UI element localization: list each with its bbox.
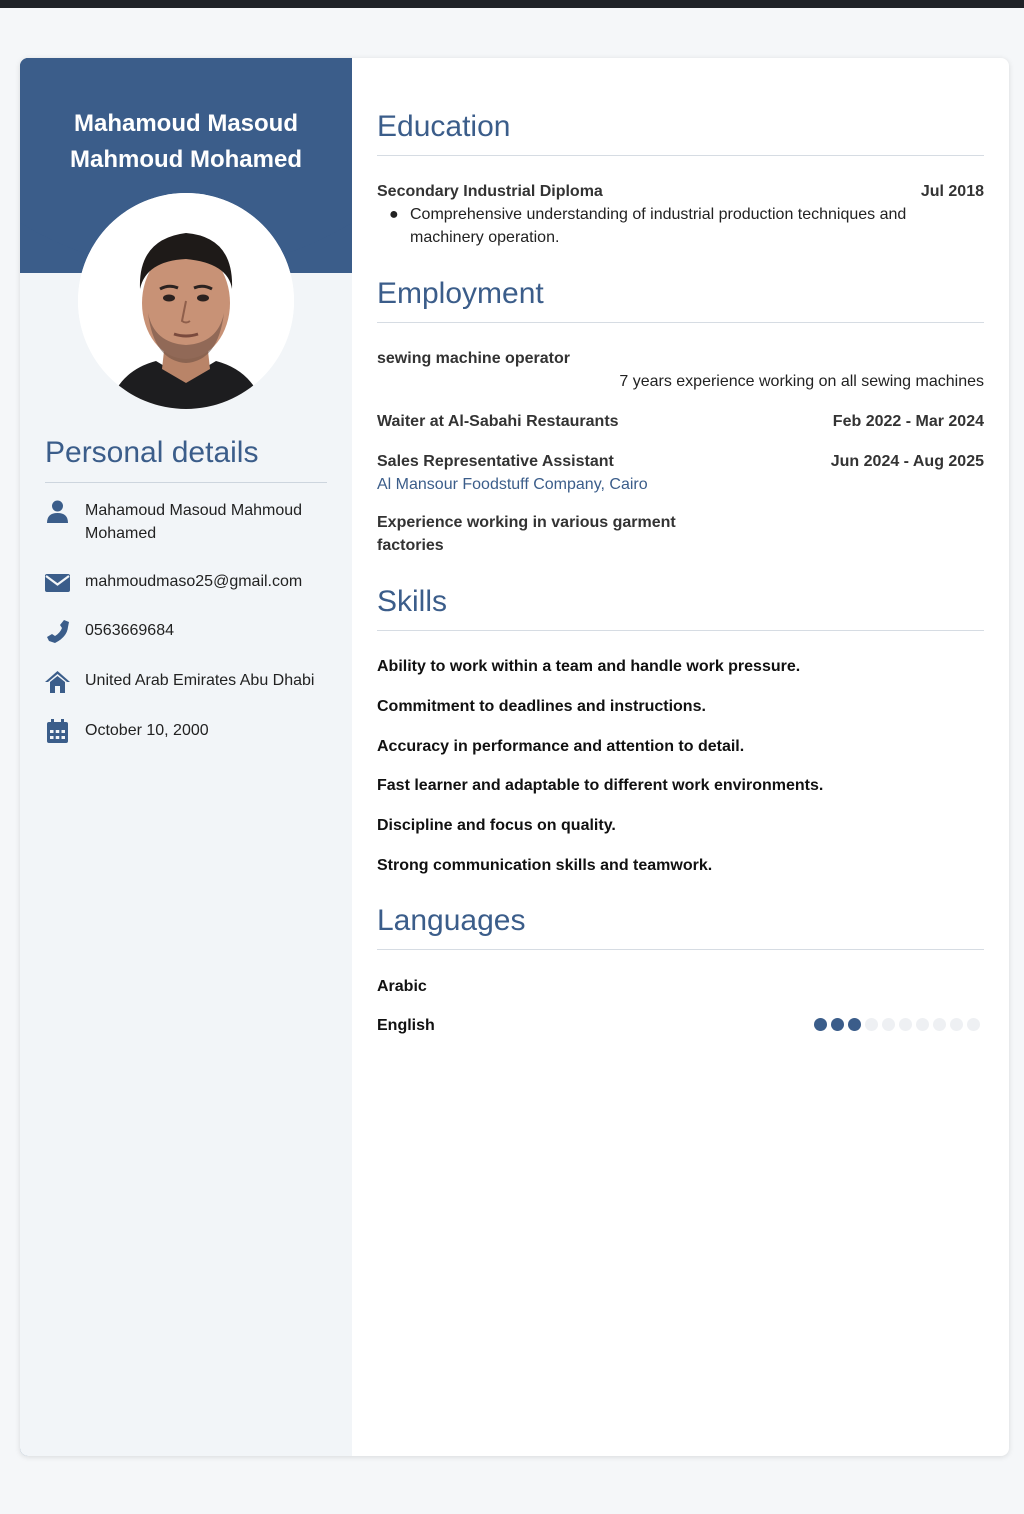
- profile-photo: [78, 193, 294, 409]
- rating-dot-empty: [933, 1018, 946, 1031]
- skill-item: Discipline and focus on quality.: [377, 817, 616, 834]
- employment-role: sewing machine operator: [377, 350, 570, 367]
- resume-page: [20, 58, 1009, 1456]
- employment-role: Sales Representative Assistant: [377, 453, 614, 470]
- education-item: [377, 180, 984, 249]
- education-date: Jul 2018: [920, 183, 984, 200]
- employment-item: [377, 450, 984, 496]
- education-title: Education: [377, 110, 511, 143]
- language-item: [377, 975, 984, 998]
- divider: [377, 949, 984, 950]
- employment-description: 7 years experience working on all sewing machines: [619, 373, 984, 390]
- detail-phone-text: 0563669684: [85, 622, 174, 639]
- skill-item: Accuracy in performance and attention to detail.: [377, 738, 745, 755]
- calendar-icon: [45, 719, 70, 744]
- employment-role: Experience working in various garment factories: [377, 514, 676, 554]
- rating-dot-empty: [899, 1018, 912, 1031]
- profile-name-line2: Mahmoud Mohamed: [70, 146, 302, 173]
- skill-item: Ability to work within a team and handle work pressure.: [377, 658, 801, 675]
- employment-company: Al Mansour Foodstuff Company, Cairo: [377, 476, 648, 493]
- detail-birth-date-text: October 10, 2000: [85, 722, 209, 739]
- skill-item: Commitment to deadlines and instructions.: [377, 698, 706, 715]
- detail-address-text: United Arab Emirates Abu Dhabi: [85, 672, 315, 689]
- languages-title: Languages: [377, 904, 526, 937]
- detail-full-name-text: Mahamoud Masoud Mahmoud Mohamed: [85, 502, 303, 542]
- employment-item: [377, 511, 707, 557]
- envelope-icon: [45, 570, 70, 595]
- language-item: [377, 1014, 984, 1037]
- divider: [377, 630, 984, 631]
- employment-date: Jun 2024 - Aug 2025: [830, 453, 984, 470]
- sidebar: [20, 58, 352, 1456]
- skills-title: Skills: [377, 585, 448, 618]
- employment-title: Employment: [377, 277, 544, 310]
- bullet-dot: ●: [389, 206, 399, 223]
- education-bullet: [377, 203, 984, 249]
- home-icon: [45, 669, 70, 694]
- divider: [377, 155, 984, 156]
- rating-dot-filled: [848, 1018, 861, 1031]
- employment-item: [377, 347, 984, 393]
- sidebar-bottom-curve: [20, 1203, 352, 1456]
- education-degree: Secondary Industrial Diploma: [377, 183, 603, 200]
- profile-name: [20, 106, 352, 178]
- language-name: Arabic: [377, 978, 427, 995]
- user-icon: [45, 499, 70, 524]
- top-bar: [0, 0, 1024, 8]
- profile-name-line1: Mahamoud Masoud: [73, 110, 298, 137]
- detail-email-text: mahmoudmaso25@gmail.com: [85, 573, 303, 590]
- rating-dot-empty: [916, 1018, 929, 1031]
- language-name: English: [377, 1017, 435, 1034]
- rating-dot-filled: [814, 1018, 827, 1031]
- skill-item: Strong communication skills and teamwork.: [377, 857, 713, 874]
- employment-item: [377, 410, 984, 433]
- education-bullet-text: Comprehensive understanding of industrial production techniques and machinery operation.: [410, 206, 907, 246]
- rating-dot-filled: [831, 1018, 844, 1031]
- rating-dot-empty: [882, 1018, 895, 1031]
- rating-dot-empty: [865, 1018, 878, 1031]
- rating-dot-empty: [950, 1018, 963, 1031]
- phone-icon: [45, 619, 70, 644]
- employment-role: Waiter at Al-Sabahi Restaurants: [377, 413, 619, 430]
- rating-dot-empty: [967, 1018, 980, 1031]
- personal-details-title: Personal details: [45, 436, 259, 469]
- divider: [377, 322, 984, 323]
- skill-item: Fast learner and adaptable to different work environments.: [377, 777, 824, 794]
- avatar: [78, 193, 294, 409]
- employment-date: Feb 2022 - Mar 2024: [832, 413, 984, 430]
- language-level-rating: [814, 1018, 980, 1031]
- divider: [45, 482, 327, 483]
